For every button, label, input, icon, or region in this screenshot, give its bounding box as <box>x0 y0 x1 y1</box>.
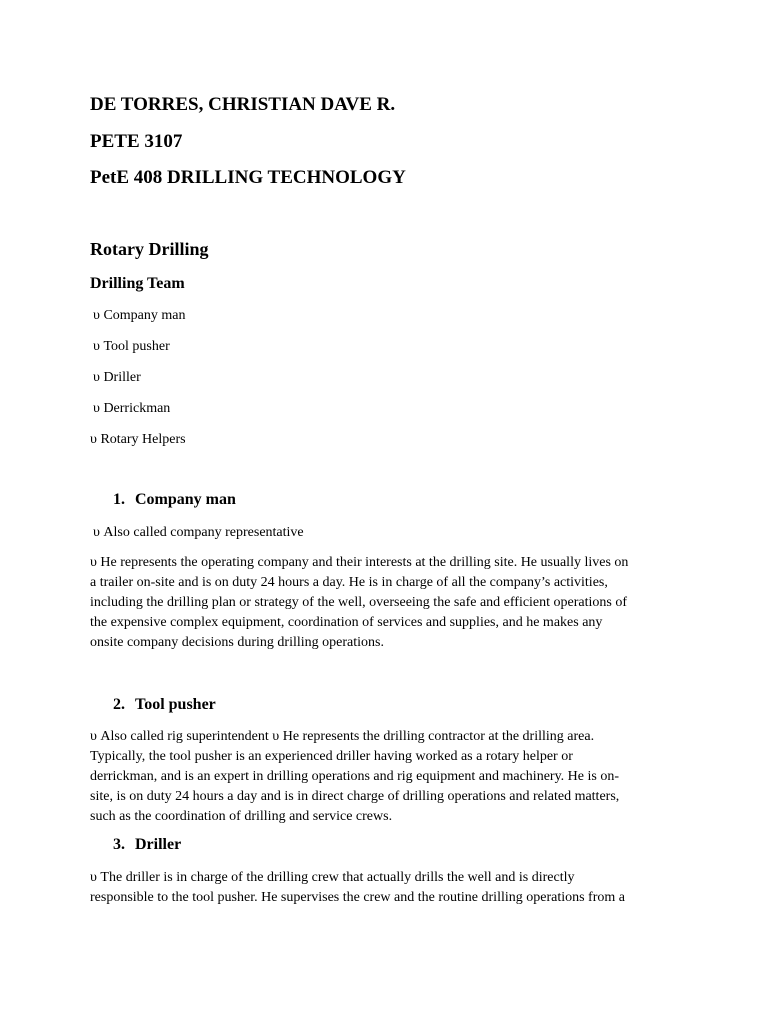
section-heading-text: Company man <box>135 491 236 508</box>
paragraph-line: Typically, the tool pusher is an experienced driller having worked as a rotary helper or <box>90 749 573 764</box>
team-member-label: Driller <box>103 370 141 385</box>
paragraph-line: site, is on duty 24 hours a day and is in direct charge of drilling operations and related matters, <box>90 789 620 804</box>
bullet-icon: υ <box>93 370 100 385</box>
paragraph-line: υ Also called rig superintendent υ He represents the drilling contractor at the drilling area. <box>90 729 595 744</box>
section-note: υ Also called company representative <box>93 525 304 540</box>
section-number: 1. <box>113 491 125 508</box>
section-heading-driller <box>113 835 181 855</box>
team-member-label: Rotary Helpers <box>100 432 186 447</box>
paragraph-line: the expensive complex equipment, coordination of services and supplies, and he makes any <box>90 615 603 630</box>
team-list-item <box>93 307 185 325</box>
section-heading-text: Driller <box>135 836 182 853</box>
paragraph-line: responsible to the tool pusher. He supervises the crew and the routine drilling operations from a <box>90 890 625 905</box>
section-heading-company-man <box>113 490 236 510</box>
section-paragraph <box>90 553 680 653</box>
team-member-label: Tool pusher <box>103 339 170 354</box>
paragraph-line: a trailer on-site and is on duty 24 hours a day. He is in charge of all the company’s activities, <box>90 575 608 590</box>
paragraph-line: including the drilling plan or strategy of the well, overseeing the safe and efficient operations of <box>90 595 628 610</box>
section-number: 2. <box>113 696 125 713</box>
section-heading-text: Tool pusher <box>135 696 216 713</box>
team-list-item <box>90 431 186 449</box>
section-paragraph <box>90 868 680 908</box>
paragraph-line: derrickman, and is an expert in drilling operations and rig equipment and machinery. He is on- <box>90 769 619 784</box>
bullet-icon: υ <box>90 432 97 447</box>
document-title: Rotary Drilling <box>90 239 209 259</box>
team-member-label: Company man <box>103 308 186 323</box>
section-number: 3. <box>113 836 125 853</box>
bullet-icon: υ <box>93 308 100 323</box>
paragraph-line: υ The driller is in charge of the drilling crew that actually drills the well and is directly <box>90 870 575 885</box>
team-heading: Drilling Team <box>90 275 185 292</box>
team-list-item <box>93 338 170 356</box>
bullet-icon: υ <box>93 401 100 416</box>
course-title: PetE 408 DRILLING TECHNOLOGY <box>90 167 406 188</box>
team-list-item <box>93 400 170 418</box>
team-list-item <box>93 369 141 387</box>
paragraph-line: onsite company decisions during drilling operations. <box>90 635 384 650</box>
team-member-label: Derrickman <box>103 401 171 416</box>
section-paragraph <box>90 727 680 827</box>
section-code: PETE 3107 <box>90 131 183 152</box>
bullet-icon: υ <box>93 339 100 354</box>
section-heading-tool-pusher <box>113 695 216 715</box>
student-name: DE TORRES, CHRISTIAN DAVE R. <box>90 94 396 115</box>
paragraph-line: such as the coordination of drilling and service crews. <box>90 809 393 824</box>
paragraph-line: υ He represents the operating company and their interests at the drilling site. He usually lives on <box>90 555 629 570</box>
